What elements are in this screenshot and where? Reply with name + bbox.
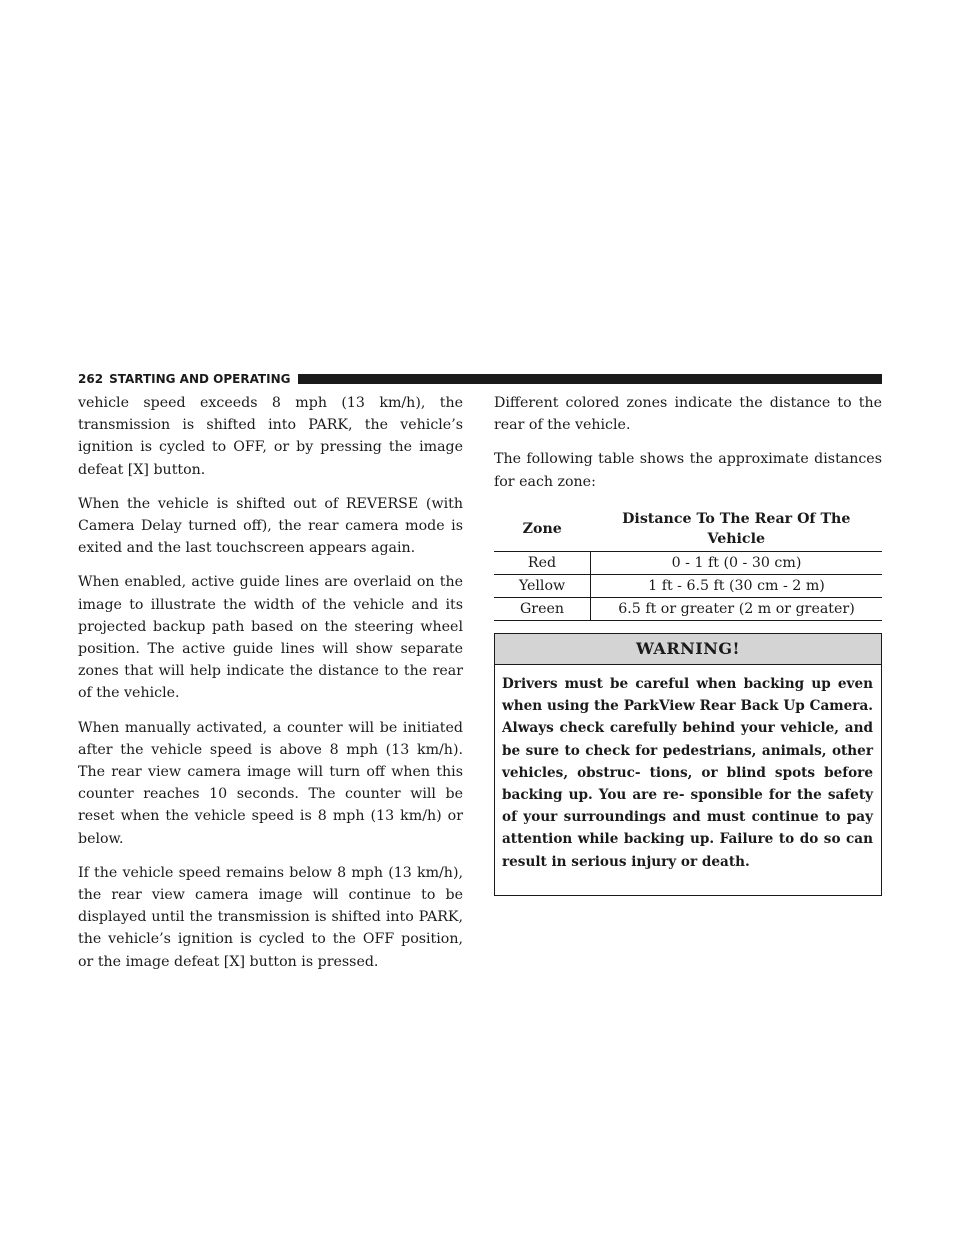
table-header-row (494, 507, 882, 552)
warning-title: WARNING! (495, 634, 881, 665)
paragraph: vehicle speed exceeds 8 mph (13 km/h), the transmission is shifted into PARK, the vehicle’s ignition is cycled to OFF, or by pressing the image defeat [X] button. (78, 395, 463, 478)
table-row (494, 597, 882, 620)
page-header (78, 371, 882, 387)
paragraph: If the vehicle speed remains below 8 mph (13 km/h), the rear view camera image will continue to be displayed until the transmission is shifted into PARK, the vehicle’s ignition is cycled to the OFF position, or the image defeat [X] button is pressed. (78, 864, 463, 970)
page-number: 262 (78, 372, 104, 386)
paragraph: The following table shows the approximate distances for each zone: (494, 451, 882, 490)
table-header-zone: Zone (494, 507, 591, 552)
section-title: STARTING AND OPERATING (109, 372, 291, 386)
header-rule (298, 374, 882, 384)
table-cell-zone: Green (494, 597, 591, 620)
table-row (494, 574, 882, 597)
table-cell-zone: Yellow (494, 574, 591, 597)
table-cell-distance: 0 - 1 ft (0 - 30 cm) (591, 551, 883, 574)
table-row (494, 551, 882, 574)
warning-box (494, 633, 882, 896)
right-column (494, 392, 882, 896)
paragraph: When manually activated, a counter will be initiated after the vehicle speed is above 8 mph (13 km/h). The rear view camera image will turn off when this counter reaches 10 seconds. The counter will be reset when the vehicle speed is 8 mph (13 km/h) or below. (78, 719, 463, 847)
table-cell-zone: Red (494, 551, 591, 574)
table-header-distance: Distance To The Rear Of The Vehicle (591, 507, 883, 552)
warning-text: Drivers must be careful when backing up even when using the ParkView Rear Back Up Camera. Always check carefully behind your vehicle, and be sure to check for pedestrians, animals, other vehicles, obstruc- tions, or blind spots before backing up. You are re- sponsible for the safety of your surroundings and must continue to pay attention while backing up. Failure to do so can result in serious injury or death. (502, 676, 873, 870)
paragraph: Different colored zones indicate the distance to the rear of the vehicle. (494, 395, 882, 434)
left-column (78, 392, 463, 985)
table-cell-distance: 6.5 ft or greater (2 m or greater) (591, 597, 883, 620)
paragraph: When enabled, active guide lines are overlaid on the image to illustrate the width of the vehicle and its projected backup path based on the steering wheel position. The active guide lines will show separate zones that will help indicate the distance to the rear of the vehicle. (78, 574, 463, 702)
zone-distance-table (494, 507, 882, 621)
table-cell-distance: 1 ft - 6.5 ft (30 cm - 2 m) (591, 574, 883, 597)
paragraph: When the vehicle is shifted out of REVERSE (with Camera Delay turned off), the rear camera mode is exited and the last touchscreen appears again. (78, 495, 463, 557)
